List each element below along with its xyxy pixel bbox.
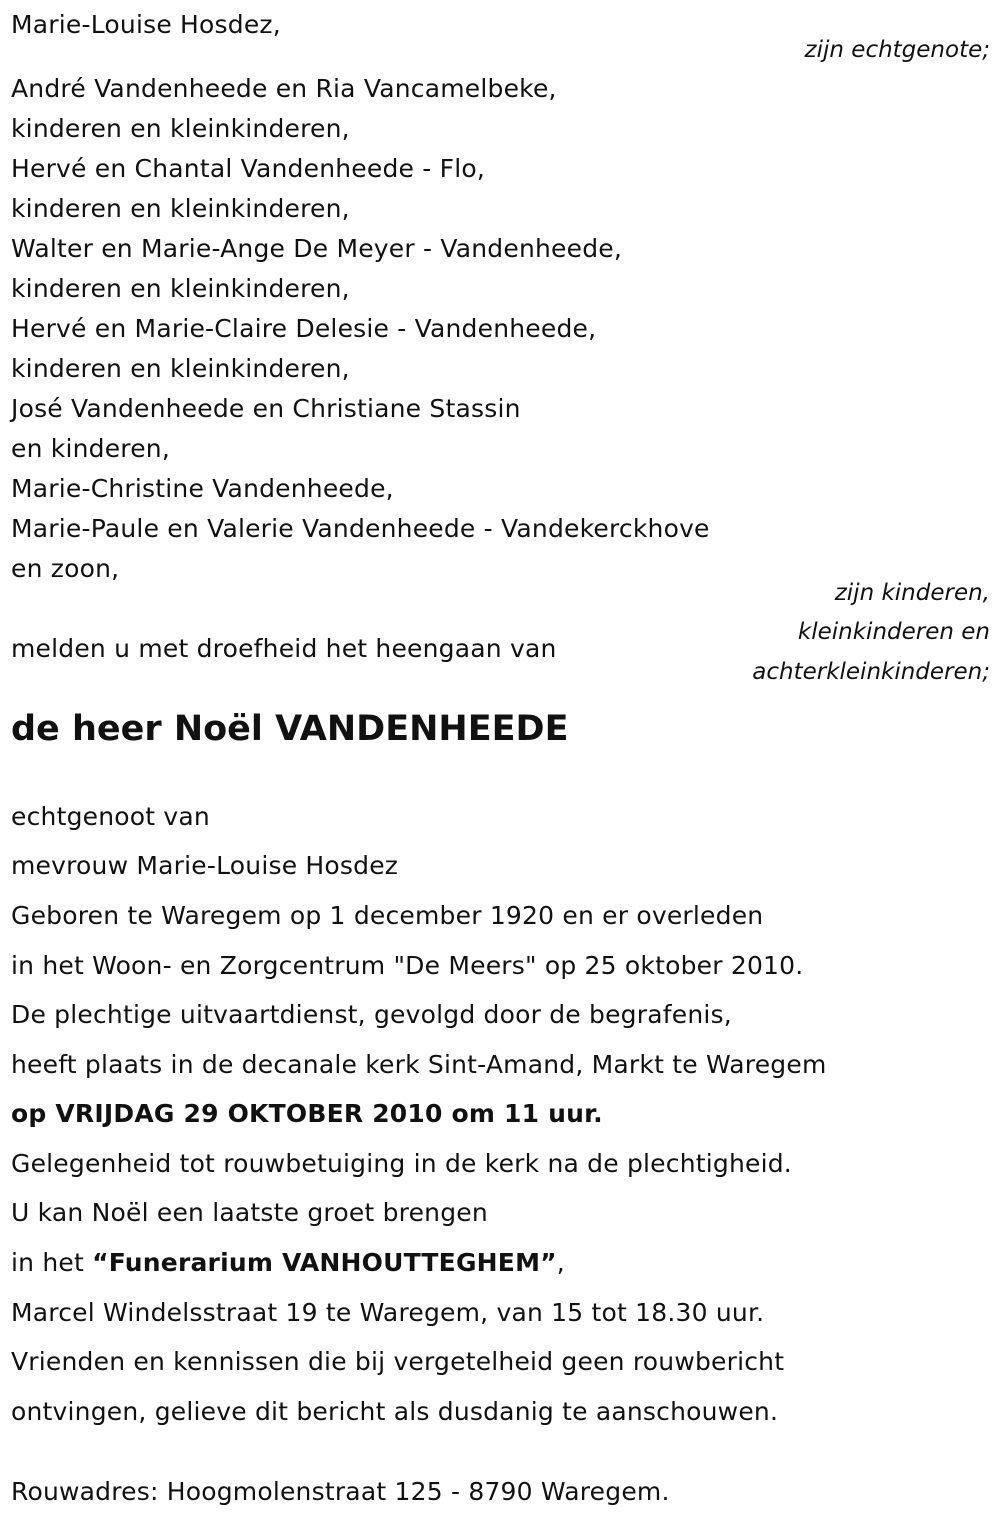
detail-line: Geboren te Waregem op 1 december 1920 en er overleden (11, 901, 764, 930)
funerarium-name: “Funerarium VANHOUTTEGHEM” (92, 1248, 557, 1277)
family-line: kinderen en kleinkinderen, (11, 194, 350, 223)
family-line: kinderen en kleinkinderen, (11, 274, 350, 303)
deceased-name: de heer Noël VANDENHEEDE (11, 709, 569, 749)
funerarium-suffix: , (556, 1248, 565, 1277)
family-line: Marie-Paule en Valerie Vandenheede - Vandekerckhove (11, 514, 710, 543)
detail-line: De plechtige uitvaartdienst, gevolgd door de begrafenis, (11, 1000, 732, 1029)
family-role-line: achterkleinkinderen; (752, 659, 990, 685)
family-line: André Vandenheede en Ria Vancamelbeke, (11, 74, 557, 103)
detail-line: echtgenoot van (11, 802, 210, 831)
detail-line: U kan Noël een laatste groet brengen (11, 1198, 488, 1227)
family-line: Hervé en Marie-Claire Delesie - Vandenheede, (11, 314, 597, 343)
family-line: kinderen en kleinkinderen, (11, 354, 350, 383)
family-role-line: zijn kinderen, (834, 580, 990, 606)
announcement-text: melden u met droefheid het heengaan van (11, 634, 557, 663)
family-role-line: kleinkinderen en (797, 619, 990, 645)
family-line: Walter en Marie-Ange De Meyer - Vandenheede, (11, 234, 622, 263)
detail-line: Marcel Windelsstraat 19 te Waregem, van 15 tot 18.30 uur. (11, 1298, 765, 1327)
detail-line: ontvingen, gelieve dit bericht als dusdanig te aanschouwen. (11, 1397, 779, 1426)
family-line: en kinderen, (11, 434, 170, 463)
family-line: Hervé en Chantal Vandenheede - Flo, (11, 154, 485, 183)
family-line: Marie-Christine Vandenheede, (11, 474, 394, 503)
funerarium-line (11, 1248, 565, 1278)
spouse-role: zijn echtgenote; (804, 37, 990, 63)
funerarium-prefix: in het (11, 1248, 93, 1277)
mourning-address: Rouwadres: Hoogmolenstraat 125 - 8790 Waregem. (11, 1477, 670, 1506)
detail-line: mevrouw Marie-Louise Hosdez (11, 851, 399, 880)
family-line: José Vandenheede en Christiane Stassin (11, 394, 521, 423)
family-line: en zoon, (11, 554, 120, 583)
service-date: op VRIJDAG 29 OKTOBER 2010 om 11 uur. (11, 1099, 603, 1128)
detail-line: heeft plaats in de decanale kerk Sint-Amand, Markt te Waregem (11, 1050, 827, 1079)
detail-line: in het Woon- en Zorgcentrum "De Meers" op 25 oktober 2010. (11, 951, 804, 980)
spouse-name: Marie-Louise Hosdez, (11, 10, 281, 39)
detail-line: Gelegenheid tot rouwbetuiging in de kerk na de plechtigheid. (11, 1149, 792, 1178)
detail-line: Vrienden en kennissen die bij vergetelheid geen rouwbericht (11, 1347, 785, 1376)
family-line: kinderen en kleinkinderen, (11, 114, 350, 143)
